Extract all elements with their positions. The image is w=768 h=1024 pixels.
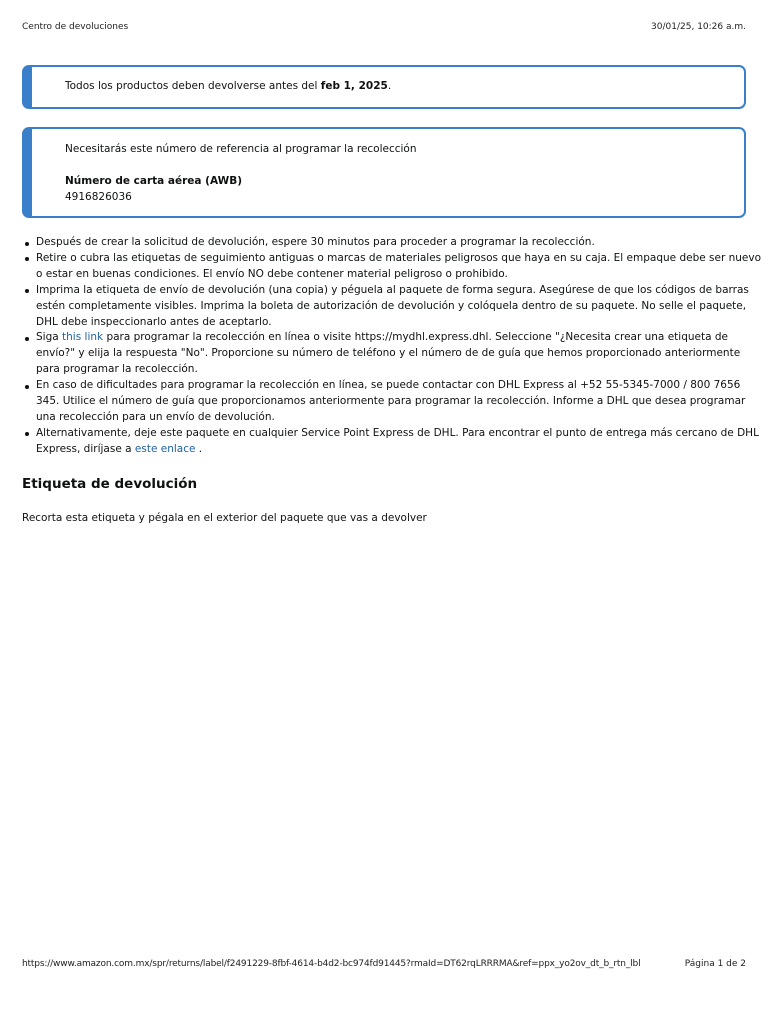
print-header-datetime: 30/01/25, 10:26 a.m. <box>651 22 746 32</box>
print-header-title: Centro de devoluciones <box>22 22 129 32</box>
instruction-text: Alternativamente, deje este paquete en cualquier Service Point Express de DHL. Para encontrar el punto de entrega más cercano de DHL Express, diríjase a <box>36 426 759 455</box>
deadline-date: feb 1, 2025 <box>320 80 388 92</box>
instruction-item <box>36 378 764 426</box>
instruction-text: Siga <box>36 331 63 344</box>
return-label-heading: Etiqueta de devolución <box>22 476 198 492</box>
reference-alert <box>22 127 746 218</box>
instruction-text: Retire o cubra las etiquetas de seguimiento antiguas o marcas de materiales peligrosos que haya en su caja. El empaque debe ser nuevo o estar en buenas condiciones. El envío NO debe contener material peligroso o prohibido. <box>36 251 762 280</box>
print-footer-url: https://www.amazon.com.mx/spr/returns/label/f2491229-8fbf-4614-b4d2-bc974fd91445?rmaId=DT62rqLRRRMA&ref=ppx_yo2ov_dt_b_rtn_lbl <box>22 959 641 969</box>
instruction-text: En caso de dificultades para programar la recolección en línea, se puede contactar con DHL Express al +52 55-5345-7000 / 800 7656 345. Utilice el número de guía que proporcionamos anteriormente para programar la recolección. Informe a DHL que desea programar una recolección para un envío de devolución. <box>36 379 746 423</box>
print-header <box>22 22 746 36</box>
awb-number: 4916826036 <box>65 191 132 203</box>
return-label-description: Recorta esta etiqueta y pégala en el exterior del paquete que vas a devolver <box>22 512 427 524</box>
instructions-list <box>22 235 764 458</box>
instruction-item <box>36 283 764 331</box>
instruction-text: . <box>195 442 203 455</box>
page-number: Página 1 de 2 <box>684 959 746 969</box>
deadline-alert <box>22 65 746 109</box>
instruction-text: para programar la recolección en línea o visite https://mydhl.express.dhl. Seleccione "¿Necesita crear una etiqueta de envío?" y elija la respuesta "No". Proporcione su número de teléfono y el número de de guía que hemos proporcionado anteriormente para programar la recolección. <box>36 331 741 376</box>
instruction-item <box>36 426 764 458</box>
deadline-period: . <box>387 80 392 92</box>
instruction-text: Imprima la etiqueta de envío de devolución (una copia) y péguela al paquete de forma segura. Asegúrese de que los códigos de barras estén completamente visibles. Imprima la boleta de autorización de devolución y colóquela dentro de su paquete. No selle el paquete, DHL debe inspeccionarlo antes de aceptarlo. <box>36 283 749 328</box>
instruction-item <box>36 330 764 378</box>
print-footer <box>22 959 746 973</box>
reference-intro: Necesitarás este número de referencia al programar la recolección <box>65 143 417 155</box>
instruction-item <box>36 235 764 251</box>
instruction-text: Después de crear la solicitud de devolución, espere 30 minutos para proceder a programar la recolección. <box>36 236 595 248</box>
service-point-link[interactable]: este enlace <box>134 442 196 455</box>
deadline-alert-text <box>65 78 391 94</box>
awb-label: Número de carta aérea (AWB) <box>65 175 242 187</box>
instruction-item <box>36 251 764 283</box>
deadline-text: Todos los productos deben devolverse antes del <box>65 80 321 92</box>
schedule-pickup-link[interactable]: this link <box>62 331 104 344</box>
